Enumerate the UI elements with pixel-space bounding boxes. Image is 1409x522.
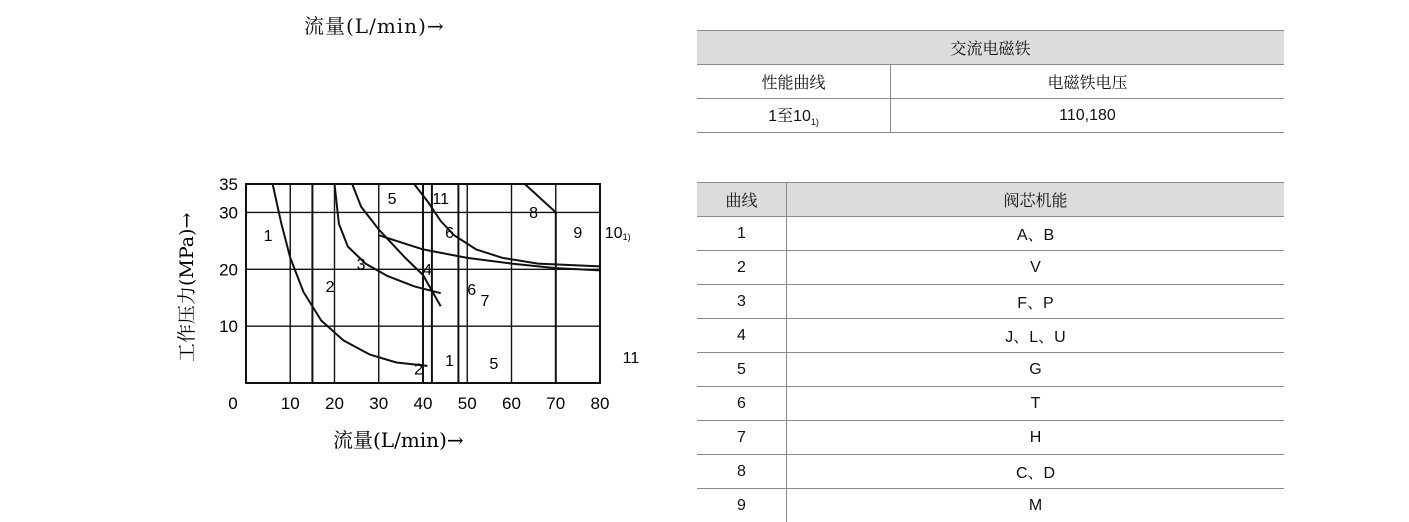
voltage-table-title: 交流电磁铁 <box>697 31 1284 65</box>
x-tick-label: 10 <box>281 394 300 413</box>
curve-label: 6 <box>467 282 476 299</box>
x-tick-label: 20 <box>325 394 344 413</box>
table-row <box>697 285 1284 319</box>
x-tick-label: 50 <box>458 394 477 413</box>
table-row <box>697 217 1284 251</box>
table-row <box>697 353 1284 387</box>
curve-label: 3 <box>357 256 366 273</box>
top-flow-caption: 流量(L/min)→ <box>304 10 445 39</box>
voltage-cell-curves: 1至$10_{1)}$ <box>697 99 891 133</box>
function-cell: G <box>787 353 1285 387</box>
function-cell: V <box>787 251 1285 285</box>
function-cell: M <box>787 489 1285 522</box>
table-row <box>697 421 1284 455</box>
curve-label: 2 <box>414 361 423 378</box>
curve-label: 6 <box>445 225 454 242</box>
voltage-cell-voltage: 110,180 <box>891 99 1285 133</box>
spool-function-table <box>697 182 1284 522</box>
series-curve-1 <box>273 184 428 366</box>
curve-label: 4 <box>423 262 432 279</box>
performance-chart <box>0 0 690 519</box>
spool-col-function: 阀芯机能 <box>787 183 1285 217</box>
spool-table-header-row <box>697 183 1284 217</box>
y-tick-label: 30 <box>219 203 238 222</box>
curve-cell: 2 <box>697 251 787 285</box>
x-tick-label: 80 <box>591 394 610 413</box>
voltage-table <box>697 30 1284 133</box>
curve-label: 8 <box>529 205 538 222</box>
curve-cell: 9 <box>697 489 787 522</box>
curve-cell: 5 <box>697 353 787 387</box>
curve-label: 5 <box>489 356 498 373</box>
voltage-table-data-row <box>697 99 1284 133</box>
table-row <box>697 251 1284 285</box>
curve-label: 7 <box>480 293 489 310</box>
curve-cell: 7 <box>697 421 787 455</box>
curve-cell: 8 <box>697 455 787 489</box>
y-axis-label: 工作压力(MPa)→ <box>176 212 198 362</box>
curve-label: 11 <box>432 191 449 208</box>
table-row <box>697 319 1284 353</box>
spool-col-curve: 曲线 <box>697 183 787 217</box>
function-cell: A、B <box>787 217 1285 251</box>
table-row <box>697 489 1284 522</box>
voltage-col-voltage: 电磁铁电压 <box>891 65 1285 99</box>
curve-label: 5 <box>388 191 397 208</box>
curve-label: 2 <box>326 279 335 296</box>
curve-label: 1 <box>445 353 454 370</box>
voltage-table-title-row <box>697 31 1284 65</box>
voltage-table-header-row <box>697 65 1284 99</box>
curve-cell: 4 <box>697 319 787 353</box>
table-row <box>697 387 1284 421</box>
x-tick-label: 40 <box>414 394 433 413</box>
curve-label: 101) <box>605 225 631 242</box>
curve-cell: 6 <box>697 387 787 421</box>
x-tick-label: 70 <box>546 394 565 413</box>
curve-label: 1 <box>264 228 273 245</box>
voltage-col-curves: 性能曲线 <box>697 65 891 99</box>
y-tick-label: 35 <box>219 175 238 194</box>
function-cell: T <box>787 387 1285 421</box>
chart-series <box>273 184 600 383</box>
x-tick-label: 60 <box>502 394 521 413</box>
y-tick-label: 10 <box>219 317 238 336</box>
y-tick-label: 20 <box>219 260 238 279</box>
function-cell: F、P <box>787 285 1285 319</box>
function-cell: C、D <box>787 455 1285 489</box>
curve-cell: 1 <box>697 217 787 251</box>
voltage-cell-curves-note: 1) <box>811 118 819 128</box>
function-cell: H <box>787 421 1285 455</box>
chart-curve-labels <box>264 191 640 379</box>
curve-label: 11 <box>623 350 640 367</box>
table-row <box>697 455 1284 489</box>
x-tick-label: 30 <box>369 394 388 413</box>
x-axis-label: 流量(L/min)→ <box>333 428 464 452</box>
curve-cell: 3 <box>697 285 787 319</box>
function-cell: J、L、U <box>787 319 1285 353</box>
x-tick-label: 0 <box>228 394 237 413</box>
curve-label: 9 <box>573 225 582 242</box>
